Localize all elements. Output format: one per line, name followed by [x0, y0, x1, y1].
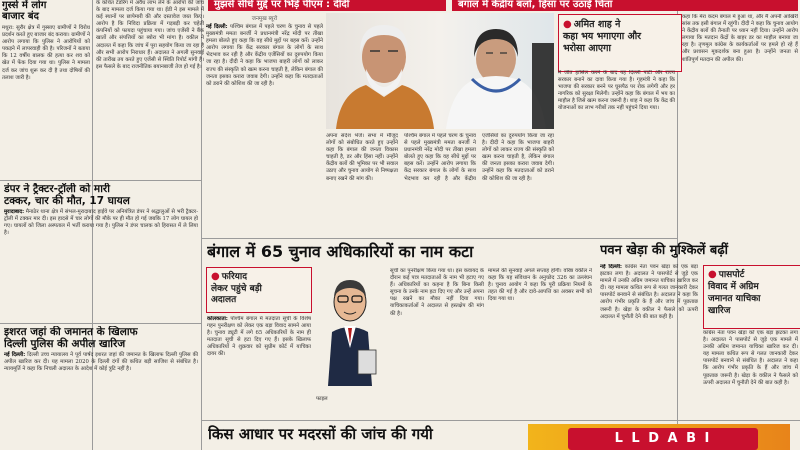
- advert-text: L L D A B I: [568, 428, 758, 450]
- madrasa-headline: किस आधार पर मदरसों की जांच की गयी: [208, 425, 433, 443]
- main-continuation-body: अपना संदेश भेजें। सभा में मौजूद लोगों को संबोधित करते हुए उन्होंने कहा कि बंगाल की जनता विकास चाहती है, डर और हिंसा नहीं। उन्होंने केंद्रीय बलों की भूमिका पर भी सवाल उठाए और चुनाव आयोग से निष्पक्षता बनाए रखने की मांग की।: [326, 133, 398, 182]
- story-continuation-body: के कथित टेंडरिंग में अवैध लाभ लेने के आरोपों की जांच के बाद मामला दर्ज किया गया था। ईडी ने इस मामले में कई स्थानों पर छापेमारी की और दस्तावेज जब्त किए। आरोप है कि निविदा प्रक्रिया में गड़बड़ी कर चहेती कंपनियों को फायदा पहुंचाया गया। जांच एजेंसी ने बैंक खातों और संपत्तियों का ब्योरा भी मांगा है। वकील ने अदालत में कहा कि जांच में पूरा सहयोग किया जा रहा है और सभी आरोप निराधार हैं। अदालत ने अगली सुनवाई की तारीख तय करते हुए एजेंसी से स्थिति रिपोर्ट मांगी है। इस फैसले के बाद राजनीतिक बयानबाजी तेज हो गई है।: [96, 0, 204, 70]
- officers-body-c-text: मामले की सुनवाई अगले सप्ताह होगी। वरिष्ठ वकील ने कहा कि यह संविधान के अनुच्छेद 326 का उल्लंघन है। चुनाव आयोग ने कहा कि पूरी प्रक्रिया नियमों के तहत की गई है और दावे-आपत्ति का अवसर सभी को दिया गया था।: [488, 268, 592, 303]
- story2: [4, 183, 198, 321]
- story3-dateline: नई दिल्ली:: [4, 352, 26, 358]
- official-cartoon-art: [314, 266, 386, 394]
- khera-box: [703, 265, 800, 329]
- officers-body-c: [488, 268, 592, 418]
- khera-body: कांग्रेस नेता पवन खेड़ा को एक बड़ा झटका लगा है। अदालत ने पासपोर्ट से जुड़े एक मामले में उनकी अग्रिम जमानत याचिका खारिज कर दी। यह मामला कथित रूप से गलत जानकारी देकर पासपोर्ट बनवाने से संबंधित है। अदालत ने कहा कि आरोप गंभीर प्रकृति के हैं और जांच में पूछताछ जरूरी है। खेड़ा के वकील ने फैसले को ऊपरी अदालत में चुनौती देने की बात कही है।: [600, 264, 698, 320]
- story3: [4, 326, 198, 450]
- banner-left: मुझसे सीधे मुद्दे पर भिड़ें पीएम : दीदी: [208, 0, 446, 11]
- shah-quote-box: [558, 14, 682, 72]
- shah-story-body: में जीत हासिल करने के बाद यह दिल्ली पार्टी और राज्य सरकार बनाने का दावा किया गया है। गृहमंत्री ने कहा कि भाजपा की सरकार बनने पर घुसपैठ पर रोक लगेगी और हर नागरिक को सुरक्षा मिलेगी। उन्होंने कहा कि बंगाल में भय का माहौल है जिसे खत्म करना जरूरी है। शाह ने कहा कि केंद्र की योजनाओं का लाभ गरीबों तक नहीं पहुंचने दिया गया।: [558, 70, 675, 112]
- madrasa-headline-wrap: [208, 424, 538, 450]
- story2-dateline: मुरादाबाद:: [4, 209, 25, 215]
- section-rule: [201, 238, 677, 239]
- main-dateline: नई दिल्ली:: [206, 24, 228, 30]
- far-right-body: कहा कि मेरा कदम बंगाल में हुआ था, और मैं अपनी आखिरी सांस तक इसी बंगाल में रहूंगी। दीदी ने कहा कि चुनाव आयोग ने केंद्रीय बलों की तैनाती पर ध्यान नहीं दिया। उन्होंने आरोप लगाया कि मतदान केंद्रों के बाहर डर का माहौल बनाया जा रहा है। तृणमूल कांग्रेस के कार्यकर्ताओं पर हमले हो रहे हैं और प्रशासन मूकदर्शक बना हुआ है। उन्होंने जनता से शांतिपूर्ण मतदान की अपील की।: [682, 14, 798, 63]
- story3-body: दिल्ली उच्च न्यायालय ने पूर्व पार्षद इशरत जहां की जमानत के खिलाफ दिल्ली पुलिस की अपील खारिज कर दी। यह मामला 2020 के दिल्ली दंगों की कथित बड़ी साजिश से संबंधित है। न्यायमूर्ति ने कहा कि निचली अदालत के आदेश में कोई त्रुटि नहीं है।: [4, 352, 198, 373]
- bullet-circle-icon: ●: [211, 271, 220, 282]
- khera-box-text: पासपोर्ट विवाद में अग्रिम जमानत याचिका खारिज: [708, 270, 761, 316]
- officers-body-a-text: पश्चिम बंगाल में मतदाता सूची के विशेष गहन पुनरीक्षण को लेकर एक बड़ा विवाद सामने आया है। चुनाव ड्यूटी में लगे 65 अधिकारियों के नाम ही मतदाता सूची से हटा दिए गए हैं। इसके खिलाफ अधिकारियों ने शुक्रवार को सुप्रीम कोर्ट में याचिका दायर की।: [207, 316, 311, 358]
- col1-top: [2, 0, 90, 180]
- shah-story: [558, 70, 675, 236]
- main-continuation-body-2: पश्चिम बंगाल में पहले चरण के चुनाव से पहले मुख्यमंत्री ममता बनर्जी ने प्रधानमंत्री नरेंद्र मोदी पर तीखा हमला बोलते हुए कहा कि वह सीधे मुद्दों पर बहस करें। उन्होंने आरोप लगाया कि केंद्र सरकार बंगाल के लोगों के साथ भेदभाव कर रही है और केंद्रीय एजेंसियों का दुरुपयोग किया जा रहा है। दीदी ने कहा कि भाजपा बाहरी लोगों को लाकर राज्य की संस्कृति को खत्म करना चाहती है, लेकिन बंगाल की जनता इसका करारा जवाब देगी। उन्होंने कहा कि मतदाताओं को डराने की कोशिश की जा रही है।: [404, 133, 554, 182]
- cartoon-caption-text: फाइल: [316, 396, 328, 402]
- khera-headline: पवन खेड़ा की मुश्किलें बढ़ीं: [600, 243, 729, 258]
- bullet-circle-icon: ●: [708, 269, 717, 280]
- officers-headline: बंगाल में 65 चुनाव अधिकारियों का नाम कटा: [207, 242, 474, 261]
- section-rule: [0, 323, 201, 324]
- section-rule: [201, 420, 800, 421]
- officers-body-b-text: सूची का पुनरीक्षण किया गया था। इस कवायद के दौरान कई पात्र मतदाताओं के नाम भी हटाए गए हैं। अधिकारियों का कहना है कि बिना किसी सूचना के उनके नाम हटा दिए गए और उन्हें अपना पक्ष रखने का मौका नहीं दिया गया। याचिकाकर्ताओं ने अदालत से हस्तक्षेप की मांग की है।: [390, 268, 484, 317]
- story2-body: मैनाठेर थाना क्षेत्र में संभल-मुरादाबाद हाईवे पर अनियंत्रित डंपर ने श्रद्धालुओं से भरी ट्रैक्टर-ट्रॉली में टक्कर मार दी। इस हादसे में चार लोगों की मौके पर ही मौत हो गई जबकि 17 लोग घायल हो गए। घायलों को जिला अस्पताल में भर्ती कराया गया है। पुलिस ने डंपर चालक को हिरासत में ले लिया है।: [4, 209, 198, 237]
- khera-story-2: [703, 330, 798, 418]
- banner-right: बंगाल में केंद्रीय बलों, हिंसा पर उठाई चिंता: [452, 0, 798, 11]
- far-right-story: [682, 14, 798, 236]
- khera-headline-wrap: [600, 242, 798, 262]
- main-byline: जनमुख ब्यूरो: [251, 16, 278, 22]
- story1-headline: गुस्से में लोग बाजार बंद: [2, 0, 47, 22]
- officers-sub-box: [206, 267, 312, 313]
- main-body: पश्चिम बंगाल में पहले चरण के चुनाव से पहले मुख्यमंत्री ममता बनर्जी ने प्रधानमंत्री नरेंद्र मोदी पर तीखा हमला बोलते हुए कहा कि वह सीधे मुद्दों पर बहस करें। उन्होंने आरोप लगाया कि केंद्र सरकार बंगाल के लोगों के साथ भेदभाव कर रही है और केंद्रीय एजेंसियों का दुरुपयोग किया जा रहा है। दीदी ने कहा कि भाजपा बाहरी लोगों को लाकर राज्य की संस्कृति को खत्म करना चाहती है, लेकिन बंगाल की जनता इसका करारा जवाब देगी। उन्होंने कहा कि मतदाताओं को डराने की कोशिश की जा रही है।: [206, 24, 323, 87]
- khera-body-2: कांग्रेस नेता पवन खेड़ा को एक बड़ा झटका लगा है। अदालत ने पासपोर्ट से जुड़े एक मामले में उनकी अग्रिम जमानत याचिका खारिज कर दी। यह मामला कथित रूप से गलत जानकारी देकर पासपोर्ट बनवाने से संबंधित है। अदालत ने कहा कि आरोप गंभीर प्रकृति के हैं और जांच में पूछताछ जरूरी है। खेड़ा के वकील ने फैसले को ऊपरी अदालत में चुनौती देने की बात कही है।: [703, 330, 798, 386]
- advert-banner: [528, 424, 790, 450]
- main-continuation: [326, 133, 554, 237]
- story3-headline: इशरत जहां की जमानत के खिलाफ दिल्ली पुलिस की अपील खारिज: [4, 326, 138, 350]
- story1-body: मथुरा: सुरौर क्षेत्र में गुस्साए ग्रामीणों ने विरोध प्रदर्शन करते हुए बाजार बंद कराया। ग्रामीणों ने आरोप लगाया कि पुलिस ने आरोपियों को पकड़ने में लापरवाही की है। परिजनों ने बताया कि 12 वर्षीय बालक की हत्या कर शव को खेत में फेंक दिया गया था। पुलिस ने मामला दर्ज कर जांच शुरू कर दी है तथा दोषियों की तलाश जारी है।: [2, 25, 90, 81]
- leaders-photo: [326, 13, 554, 129]
- officers-sub-text: फरियाद लेकर पहुंचे बड़ी अदालत: [211, 272, 262, 305]
- officers-body-b: [390, 268, 484, 418]
- officers-dateline: कोलकाता:: [207, 316, 228, 322]
- shah-quote-text: अमित शाह ने कहा भय भगाएगा और भरोसा आएगा: [563, 19, 642, 54]
- leaders-photo-art: [326, 13, 554, 129]
- cartoon-caption-wrap: [316, 396, 386, 420]
- officers-body-a: [207, 316, 311, 420]
- section-rule: [0, 180, 201, 181]
- col2-body-wrap: [92, 0, 204, 180]
- cartoon-caption: [316, 396, 386, 403]
- main-story-text: [206, 14, 323, 236]
- khera-story: [600, 264, 698, 418]
- khera-dateline: नई दिल्ली:: [600, 264, 622, 270]
- official-cartoon: [314, 266, 386, 394]
- bullet-circle-icon: ●: [563, 19, 572, 30]
- story2-headline: डंपर ने ट्रैक्टर-ट्रॉली को मारी टक्कर, चार की मौत, 17 घायल: [4, 183, 130, 207]
